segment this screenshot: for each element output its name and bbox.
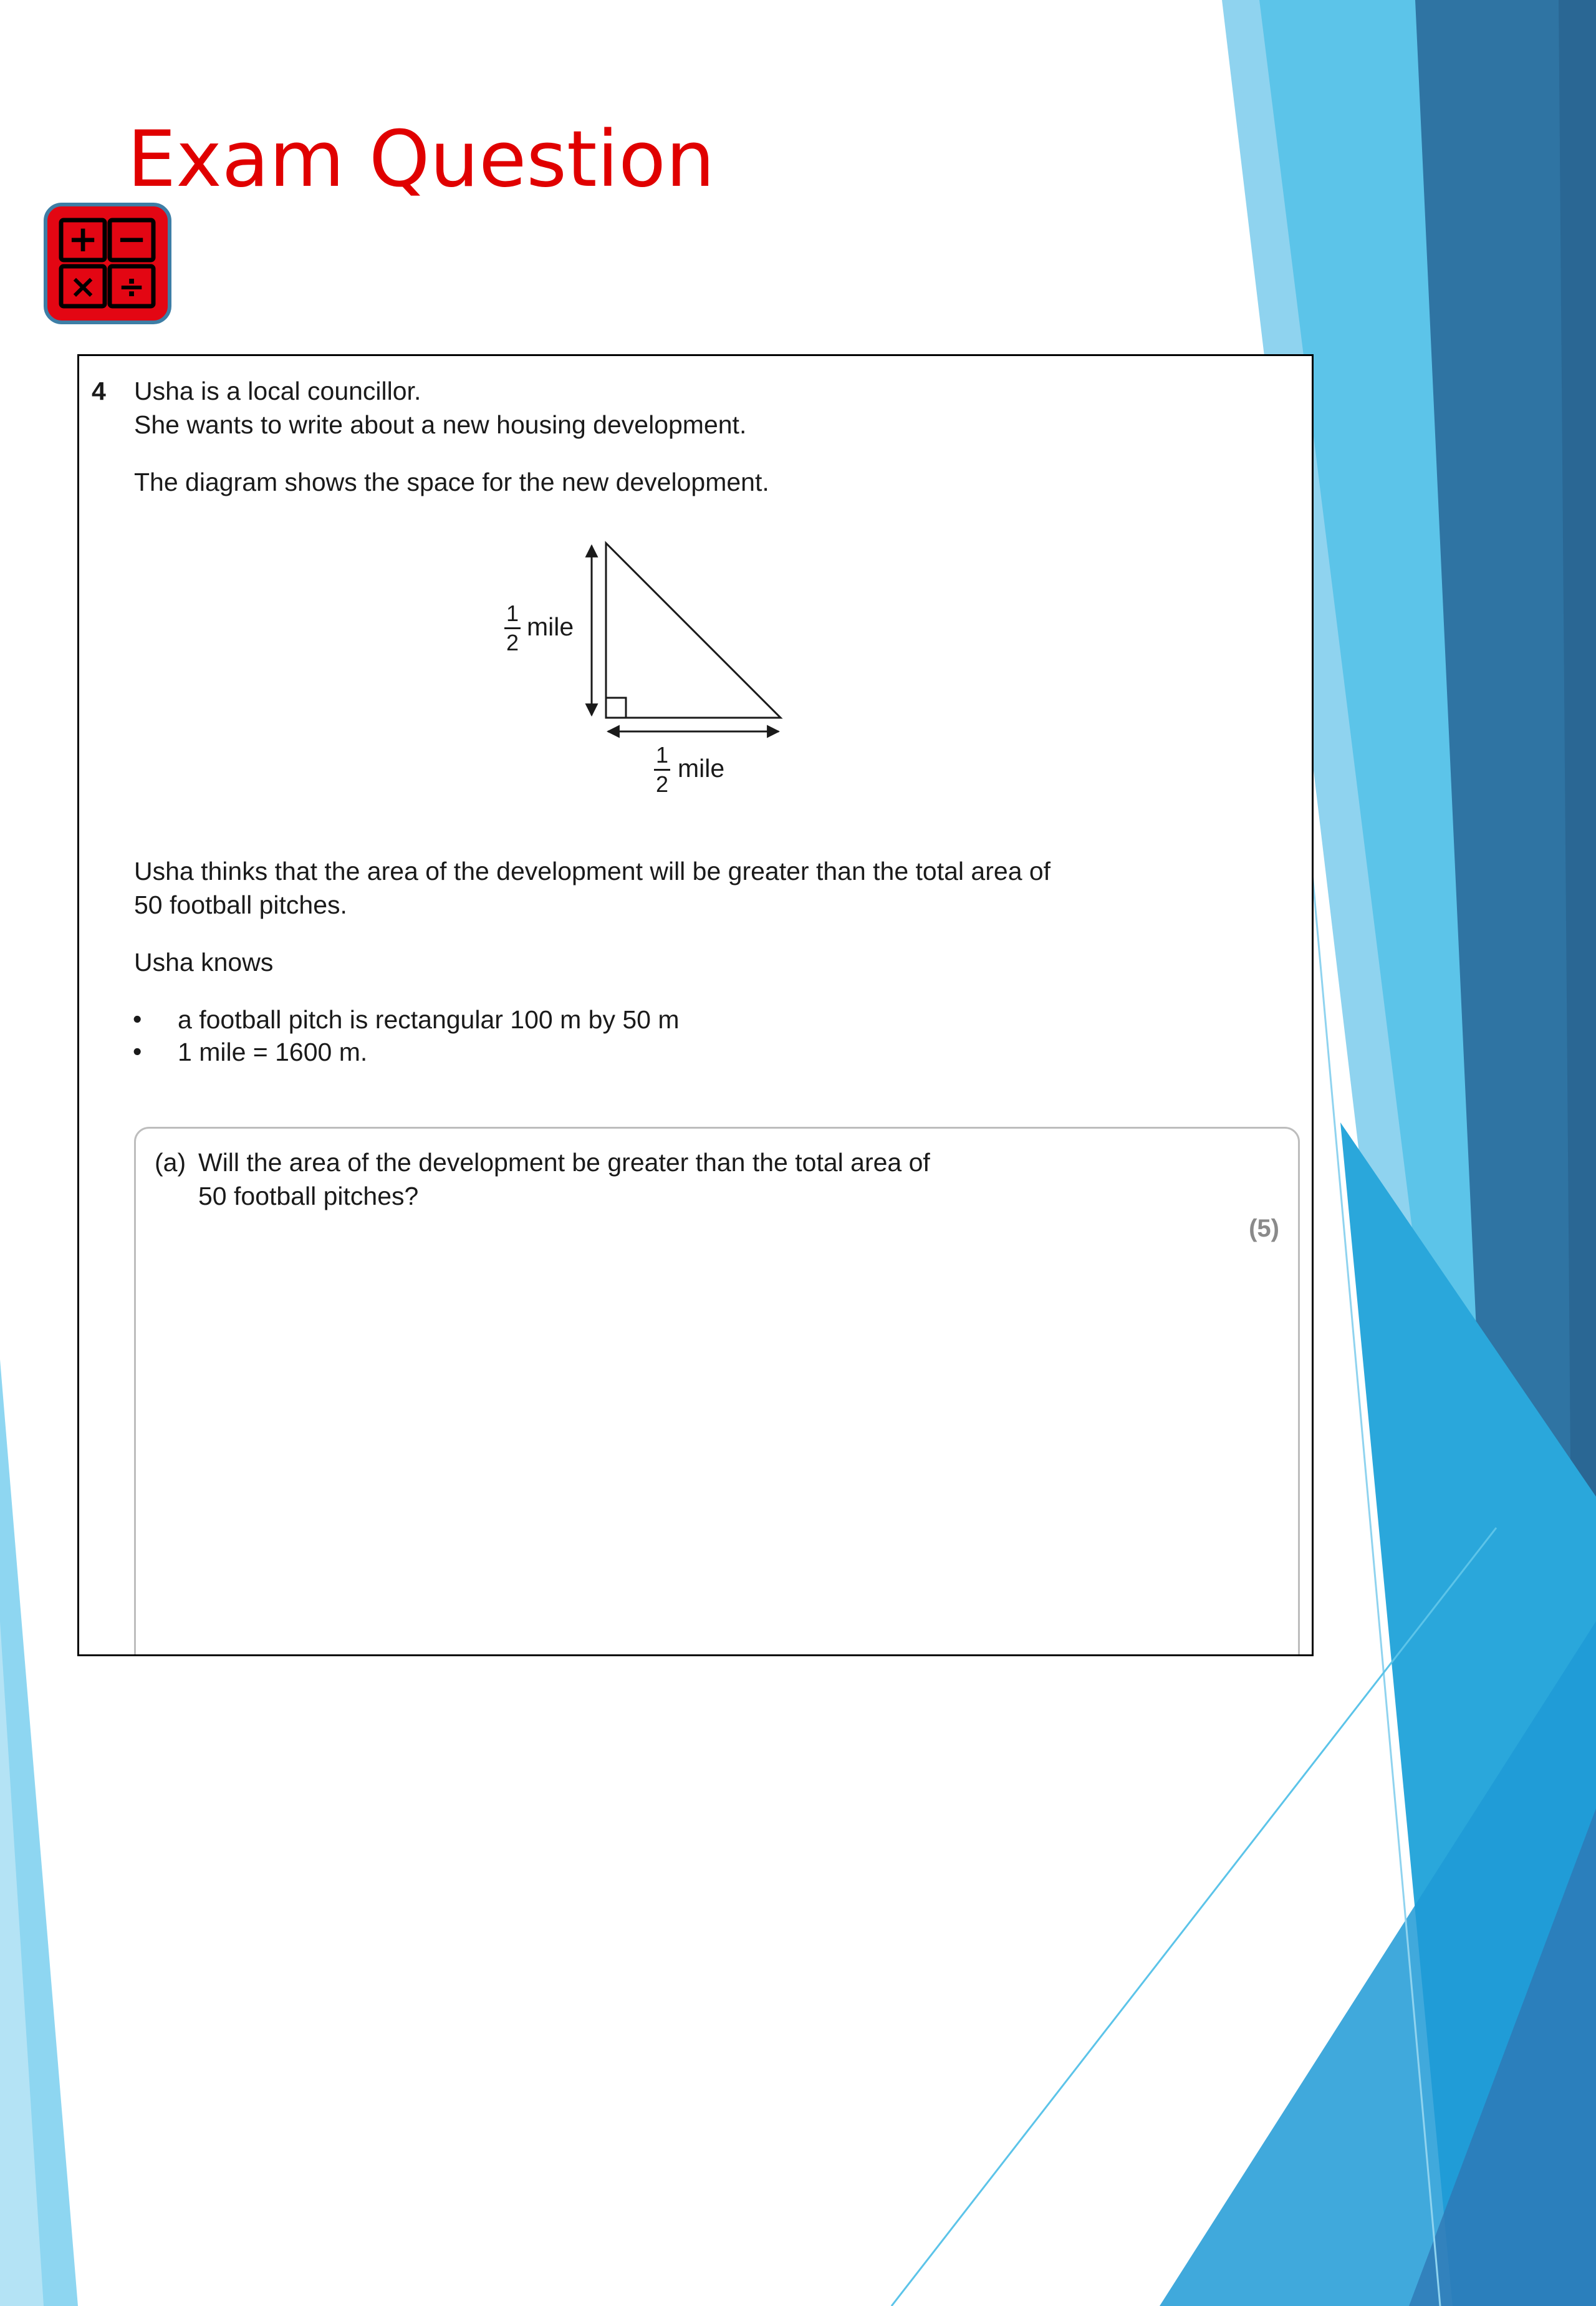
marks-label: (5) — [1249, 1215, 1279, 1242]
statement-line-2: 50 football pitches. — [134, 890, 347, 919]
horizontal-fraction-denominator: 2 — [655, 771, 669, 797]
vertical-unit: mile — [527, 612, 574, 641]
vertical-fraction-numerator: 1 — [506, 601, 519, 626]
svg-text:×: × — [69, 268, 97, 306]
vertical-fraction — [504, 602, 521, 654]
bullet-dot-1: • — [133, 1005, 142, 1033]
question-number: 4 — [92, 377, 106, 405]
part-a-line-2: 50 football pitches? — [198, 1182, 419, 1210]
horizontal-unit: mile — [678, 754, 725, 783]
answer-box[interactable] — [134, 1127, 1300, 1656]
horizontal-fraction-numerator: 1 — [655, 742, 669, 768]
slide-title: Exam Question — [127, 115, 715, 205]
knows-intro: Usha knows — [134, 948, 274, 977]
vertical-fraction-denominator: 2 — [506, 630, 519, 655]
statement-line-1: Usha thinks that the area of the development will be greater than the total area of — [134, 857, 1051, 885]
bullet-dot-2: • — [133, 1037, 142, 1066]
bullet-1: a football pitch is rectangular 100 m by 50 m — [178, 1005, 680, 1034]
svg-text:+: + — [67, 218, 99, 260]
bullet-2: 1 mile = 1600 m. — [178, 1038, 368, 1066]
question-line-1: Usha is a local councillor. — [134, 377, 421, 405]
part-a-line-1: Will the area of the development be greater than the total area of — [198, 1148, 930, 1177]
calculator-icon — [44, 203, 171, 324]
part-a-label: (a) — [155, 1148, 186, 1177]
exam-question-box — [77, 354, 1314, 1656]
question-line-3: The diagram shows the space for the new development. — [134, 468, 769, 496]
svg-text:÷: ÷ — [118, 268, 145, 306]
svg-text:−: − — [116, 218, 147, 260]
horizontal-fraction — [654, 744, 670, 796]
question-line-2: She wants to write about a new housing development. — [134, 410, 747, 439]
